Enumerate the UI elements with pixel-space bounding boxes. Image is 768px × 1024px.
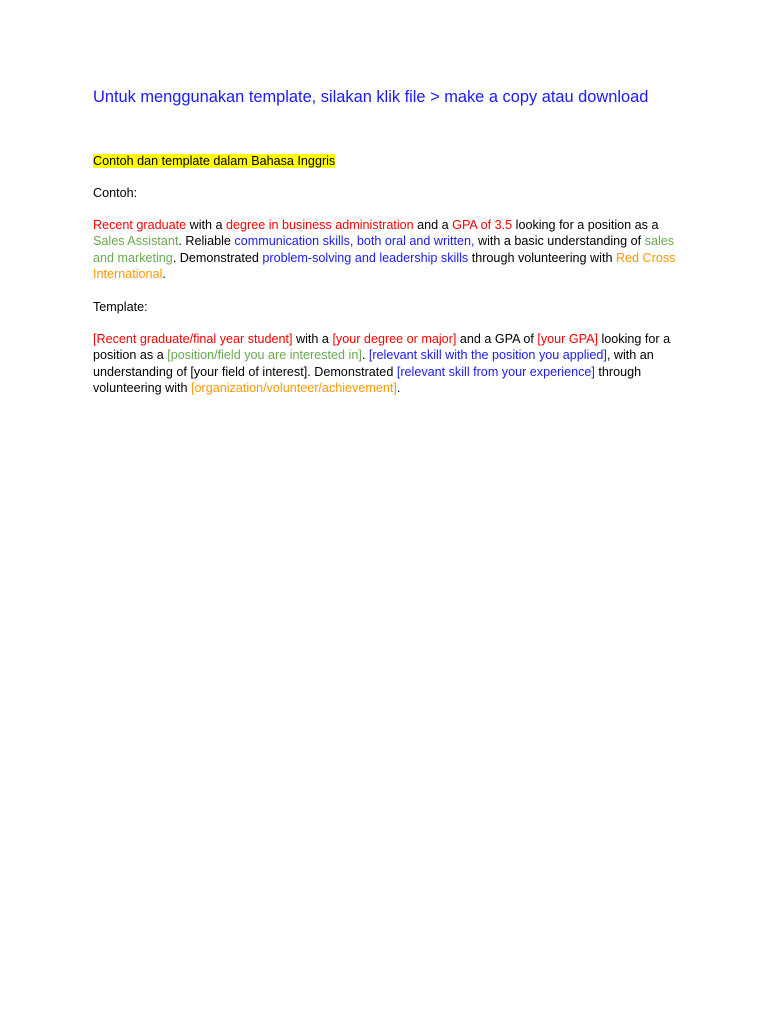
- example-segment: degree in business administration: [226, 218, 414, 232]
- example-label: Contoh:: [93, 186, 138, 200]
- template-segment: , with an understanding of [your field of interest]. Demonstrated: [93, 348, 654, 379]
- template-segment: .: [361, 348, 369, 363]
- example-segment: and a: [413, 218, 453, 232]
- template-segment: [relevant skill from your experience]: [396, 364, 595, 379]
- example-segment: Sales Assistant: [93, 234, 179, 249]
- template-segment: and a GPA of: [456, 332, 538, 346]
- template-paragraph: [93, 331, 683, 396]
- example-segment: Recent graduate: [93, 218, 187, 232]
- template-segment: through volunteering with: [93, 364, 642, 395]
- template-segment: .: [396, 380, 401, 395]
- highlighted-subtitle: Contoh dan template dalam Bahasa Inggris: [93, 154, 336, 168]
- example-segment: . Reliable: [178, 234, 235, 249]
- template-segment: [relevant skill with the position you applied]: [368, 348, 607, 363]
- template-segment: looking for a position as a: [93, 332, 671, 363]
- example-segment: problem-solving and leadership skills: [262, 250, 469, 265]
- example-segment: with a basic understanding of: [474, 234, 645, 249]
- template-label: Template:: [93, 300, 148, 314]
- template-segment: [your GPA]: [537, 332, 598, 346]
- example-paragraph: [93, 217, 683, 282]
- template-segment: [your degree or major]: [332, 332, 457, 346]
- example-segment: . Demonstrated: [172, 250, 263, 265]
- subtitle-block: [93, 152, 335, 170]
- example-segment: Red Cross International: [93, 250, 676, 281]
- example-segment: .: [162, 266, 166, 281]
- template-segment: [organization/volunteer/achievement]: [191, 380, 397, 395]
- example-segment: looking for a position as a: [512, 218, 659, 232]
- example-segment: GPA of 3.5: [452, 218, 513, 232]
- template-segment: [position/field you are interested in]: [167, 348, 362, 363]
- example-segment: through volunteering with: [468, 250, 616, 265]
- example-segment: sales and marketing: [93, 234, 675, 265]
- template-segment: with a: [292, 332, 333, 346]
- page-title: Untuk menggunakan template, silakan klik file > make a copy atau download: [93, 88, 649, 106]
- example-segment: communication skills, both oral and written,: [234, 234, 475, 249]
- template-segment: [Recent graduate/final year student]: [93, 332, 293, 346]
- example-segment: with a: [186, 218, 227, 232]
